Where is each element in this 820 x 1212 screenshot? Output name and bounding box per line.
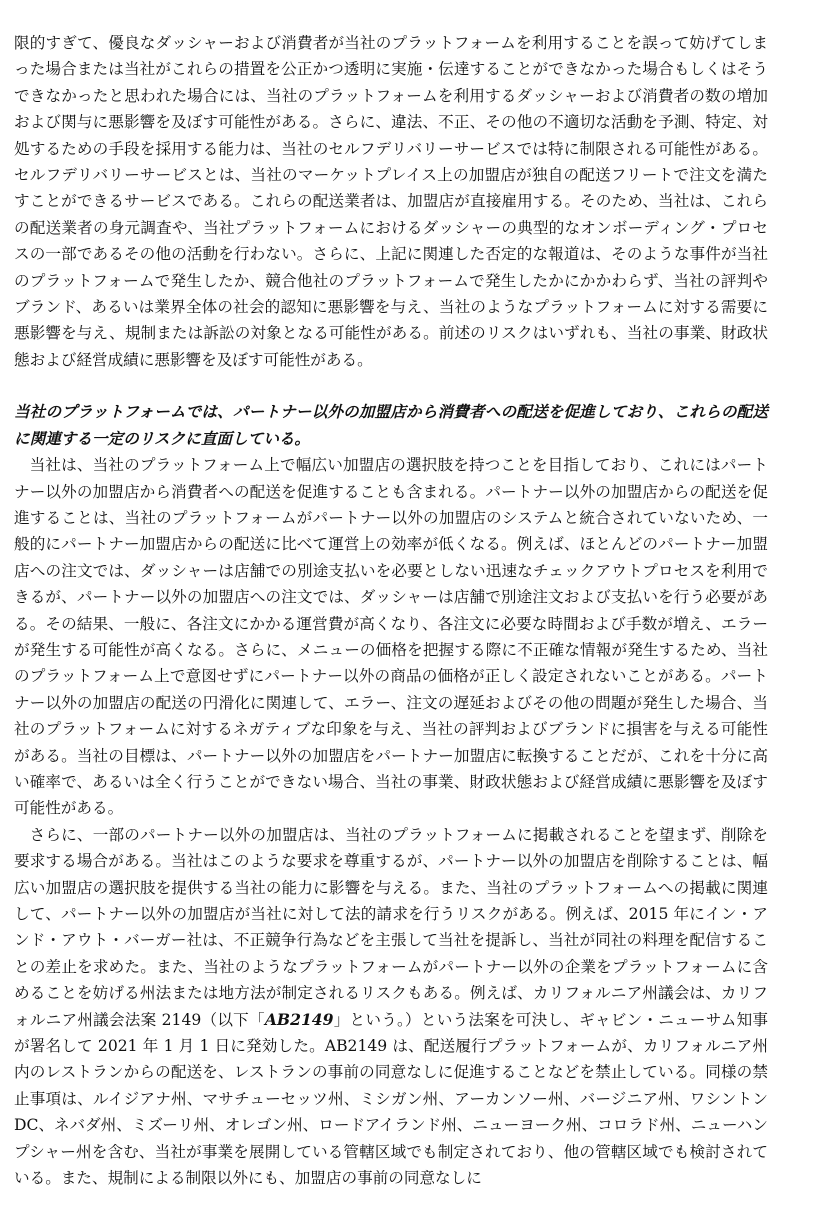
body-paragraph: 当社は、当社のプラットフォーム上で幅広い加盟店の選択肢を持つことを目指しており、これにはパートナー以外の加盟店から消費者への配送を促進することも含まれる。パートナー以外の加盟店からの配送を促進することは、当社のプラットフォームがパートナー以外の加盟店のシステムと統合されていないため、一般的にパートナー加盟店からの配送に比べて運営上の効率が低くなる。例えば、ほとんどのパートナー加盟店への注文では、ダッシャーは店舗での別途支払いを必要としない迅速なチェックアウトプロセスを利用できるが、パートナー以外の加盟店への注文では、ダッシャーは店舗で別途注文および支払いを行う必要がある。その結果、一般に、各注文にかかる運営費が高くなり、各注文に必要な時間および手数が増え、エラーが発生する可能性が高くなる。さらに、メニューの価格を把握する際に不正確な情報が発生するため、当社のプラットフォーム上で意図せずにパートナー以外の商品の価格が正しく設定されないことがある。パートナー以外の加盟店の配送の円滑化に関連して、エラー、注文の遅延およびその他の問題が発生した場合、当社のプラットフォームに対するネガティブな印象を与え、当社の評判およびブランドに損害を与える可能性がある。当社の目標は、パートナー以外の加盟店をパートナー加盟店に転換することだが、これを十分に高い確率で、あるいは全く行うことができない場合、当社の事業、財政状態および経営成績に悪影響を及ぼす可能性がある。 [14,456,768,818]
body-paragraph: 限的すぎて、優良なダッシャーおよび消費者が当社のプラットフォームを利用することを誤って妨げてしまった場合または当社がこれらの措置を公正かつ透明に実施・伝達することができなかった場合もしくはそうできなかったと思われた場合には、当社のプラットフォームを利用するダッシャーおよび消費者の数の増加および関与に悪影響を及ぼす可能性がある。さらに、違法、不正、その他の不適切な活動を予測、特定、対処するための手段を採用する能力は、当社のセルフデリバリーサービスでは特に制限される可能性がある。セルフデリバリーサービスとは、当社のマーケットプレイス上の加盟店が独自の配送フリートで注文を満たすことができるサービスである。これらの配送業者は、加盟店が直接雇用する。そのため、当社は、これらの配送業者の身元調査や、当社プラットフォームにおけるダッシャーの典型的なオンボーディング・プロセスの一部であるその他の活動を行わない。さらに、上記に関連した否定的な報道は、そのような事件が当社のプラットフォームで発生したか、競合他社のプラットフォームで発生したかにかかわらず、当社の評判やブランド、あるいは業界全体の社会的認知に悪影響を与え、当社のようなプラットフォームに対する需要に悪影響を与え、規制または訴訟の対象となる可能性がある。前述のリスクはいずれも、当社の事業、財政状態および経営成績に悪影響を及ぼす可能性がある。 [14,34,768,369]
defined-term: AB2149 [264,1009,334,1029]
paragraph-text: さらに、一部のパートナー以外の加盟店は、当社のプラットフォームに掲載されることを望まず、削除を要求する場合がある。当社はこのような要求を尊重するが、パートナー以外の加盟店を削除することは、幅広い加盟店の選択肢を提供する当社の能力に影響を与える。また、当社のプラットフォームへの掲載に関連して、パートナー以外の加盟店が当社に対して法的請求を行うリスクがある。例えば、2015 年にイン・アンド・アウト・バーガー社は、不正競争行為などを主張して当社を提訴し、当社が同社の料理を配信することの差止を求めた。また、当社のようなプラットフォームがパートナー以外の企業をプラットフォームに含めることを妨げる州法または地方法が制定されるリスクもある。例えば、カリフォルニア州議会は、カリフォルニア州議会法案 2149（以下「 [14,825,768,1029]
body-paragraph [14,822,768,1192]
paragraph-text: 」という。）という法案を可決し、ギャビン・ニューサム知事が署名して 2021 年 1 月 1 日に発効した。AB2149 は、配送履行プラットフォームが、カリフォルニア州内のレストランからの配送を、レストランの事前の同意なしに促進することなどを禁止している。同様の禁止事項は、ルイジアナ州、マサチューセッツ州、ミシガン州、アーカンソー州、バージニア州、ワシントン DC、ネバダ州、ミズーリ州、オレゴン州、ロードアイランド州、ニューヨーク州、コロラド州、ニューハンプシャー州を含む、当社が事業を展開している管轄区域でも制定されており、他の管轄区域でも検討されている。また、規制による制限以外にも、加盟店の事前の同意なしに [14,1010,768,1188]
section-heading: 当社のプラットフォームでは、パートナー以外の加盟店から消費者への配送を促進しており、これらの配送に関連する一定のリスクに直面している。 [14,402,768,448]
